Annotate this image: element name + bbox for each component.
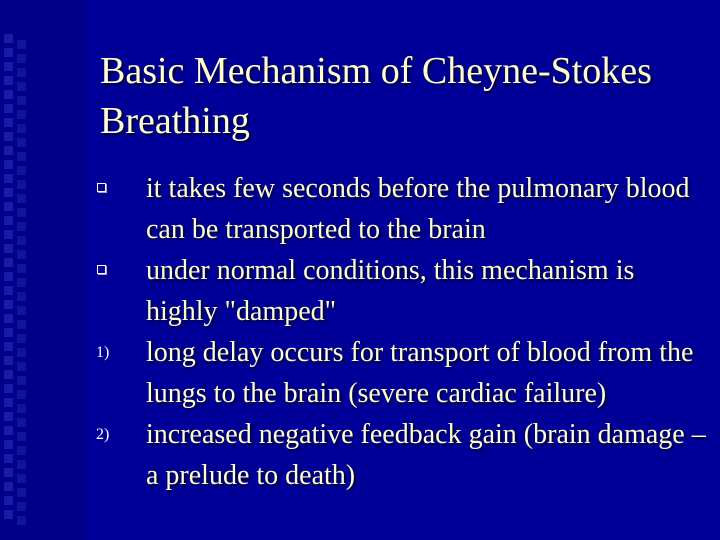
list-item xyxy=(96,414,712,496)
list-item-text: it takes few seconds before the pulmonary blood can be transported to the brain xyxy=(146,173,690,245)
list-item xyxy=(96,168,712,250)
bullet-list xyxy=(96,168,712,496)
slide-title: Basic Mechanism of Cheyne-Stokes Breathing xyxy=(100,50,652,142)
list-item-number: 2) xyxy=(96,426,110,443)
list-item xyxy=(96,332,712,414)
decorative-left-band xyxy=(0,0,86,540)
hollow-square-bullet-icon xyxy=(96,250,146,291)
list-item-text: under normal conditions, this mechanism is highly "damped" xyxy=(146,255,635,327)
list-item xyxy=(96,250,712,332)
list-item-text: increased negative feedback gain (brain damage – a prelude to death) xyxy=(146,419,706,491)
list-item-text: long delay occurs for transport of blood from the lungs to the brain (severe cardiac failure) xyxy=(146,337,694,409)
hollow-square-bullet-icon xyxy=(96,168,146,209)
decorative-square-pattern xyxy=(17,40,35,540)
list-item-number: 1) xyxy=(96,344,110,361)
